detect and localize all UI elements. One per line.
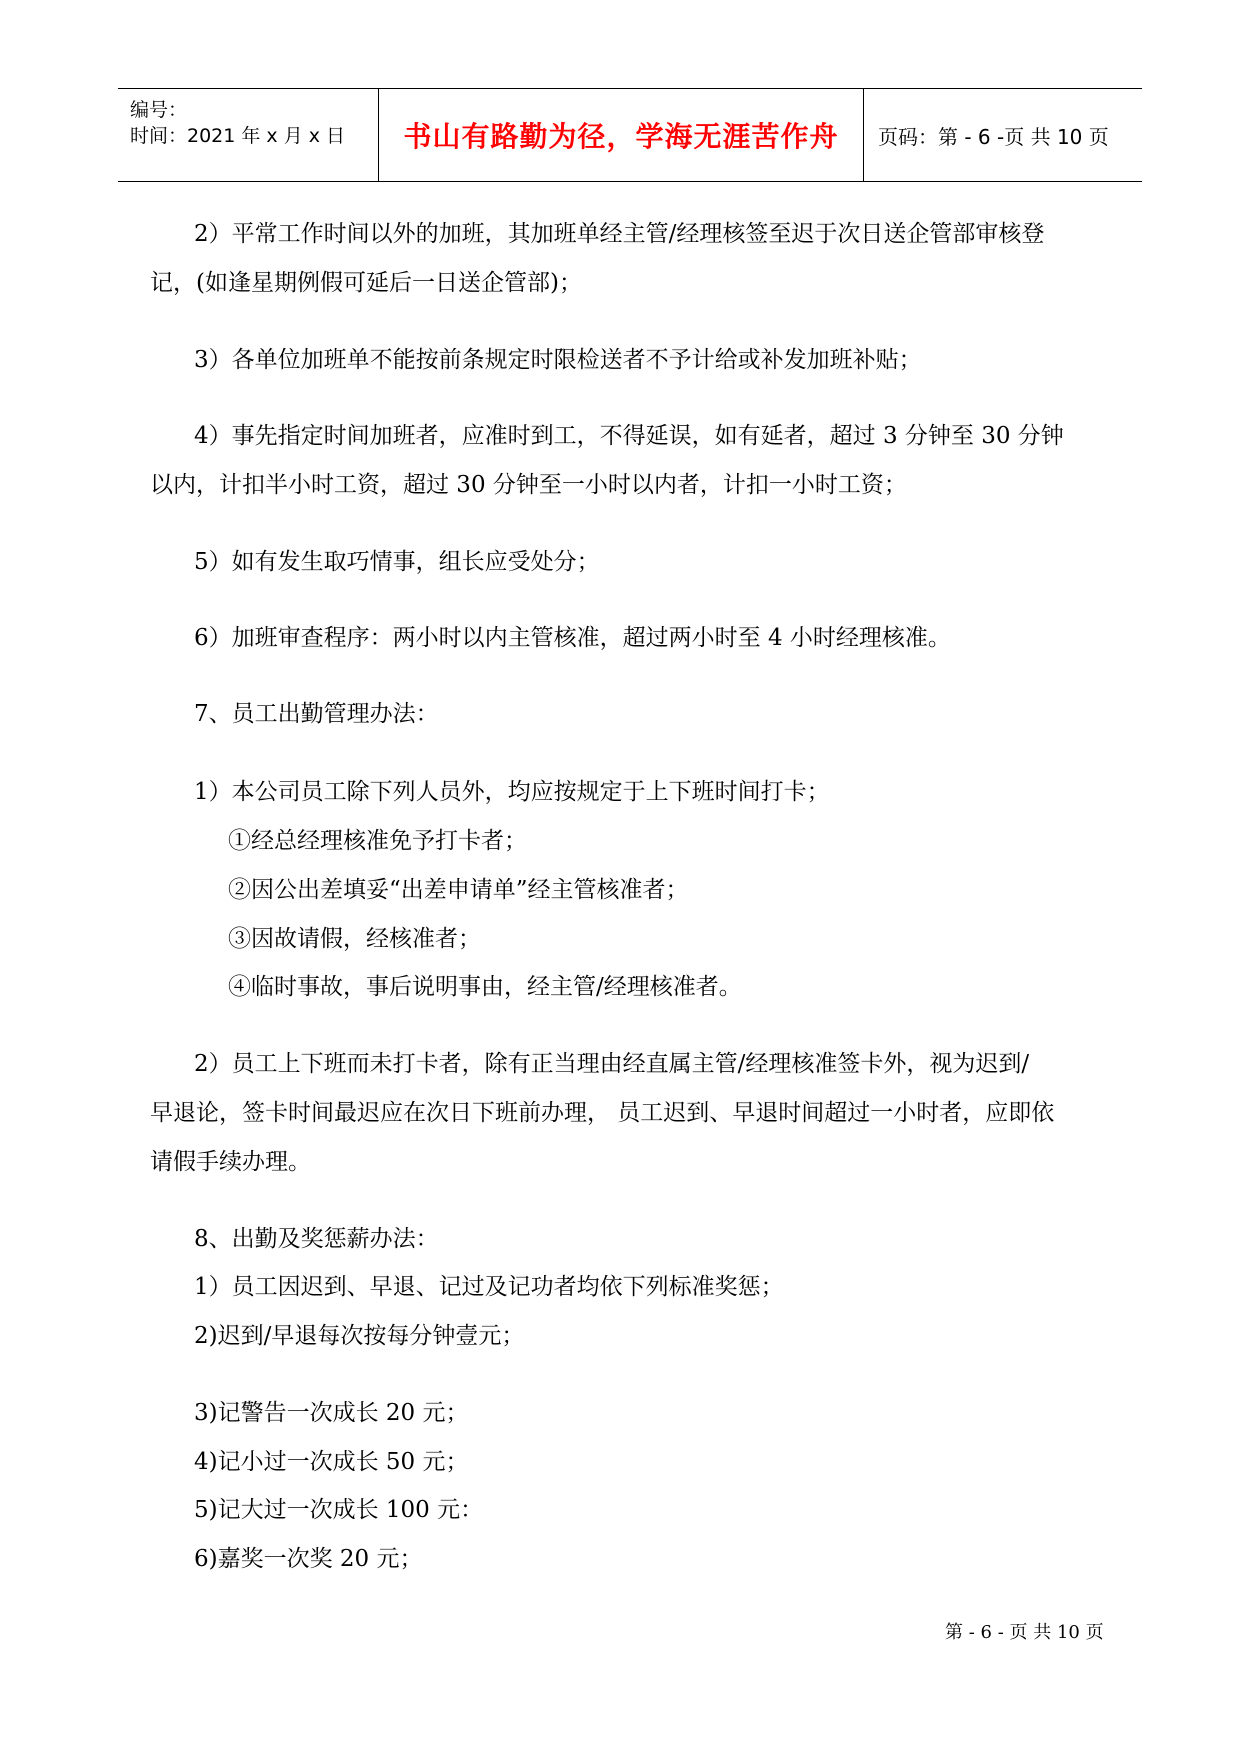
list-item: 2)迟到/早退每次按每分钟壹元； (194, 1323, 525, 1349)
body-line: 2）员工上下班而未打卡者，除有正当理由经直属主管/经理核准签卡外，视为迟到/ (194, 1051, 1030, 1077)
body-line: 记，(如逢星期例假可延后一日送企管部)； (150, 270, 582, 296)
document-number-label: 编号： (130, 99, 188, 121)
body-line: 早退论，签卡时间最迟应在次日下班前办理， 员工迟到、早退时间超过一小时者，应即依 (150, 1100, 1055, 1126)
list-item: 4)记小过一次成长 50 元； (194, 1449, 469, 1475)
list-item: 6)嘉奖一次奖 20 元； (194, 1546, 423, 1572)
document-time-label: 时间：2021 年 x 月 x 日 (130, 125, 346, 147)
header-meta (118, 89, 378, 181)
body-line: 1）本公司员工除下列人员外，均应按规定于上下班时间打卡； (194, 779, 830, 805)
header-page-number: 页码：第 - 6 -页 共 10 页 (878, 124, 1109, 149)
section-heading: 8、出勤及奖惩薪办法： (194, 1226, 439, 1252)
body-line: 6）加班审查程序：两小时以内主管核准，超过两小时至 4 小时经理核准。 (194, 625, 951, 651)
body-line: 3）各单位加班单不能按前条规定时限检送者不予计给或补发加班补贴； (194, 347, 922, 373)
list-item: ①经总经理核准免予打卡者； (228, 828, 527, 854)
body-line: 1）员工因迟到、早退、记过及记功者均依下列标准奖惩； (194, 1274, 784, 1300)
list-item: ④临时事故，事后说明事由，经主管/经理核准者。 (228, 974, 742, 1000)
page-footer: 第 - 6 - 页 共 10 页 (945, 1622, 1104, 1643)
body-line: 5）如有发生取巧情事，组长应受处分； (194, 549, 600, 575)
section-heading: 7、员工出勤管理办法： (194, 701, 439, 727)
list-item: ③因故请假，经核准者； (228, 926, 481, 952)
body-line: 以内，计扣半小时工资，超过 30 分钟至一小时以内者，计扣一小时工资； (150, 472, 907, 498)
list-item: 3)记警告一次成长 20 元； (194, 1400, 469, 1426)
header-page-cell (864, 89, 1142, 181)
list-item: ②因公出差填妥“出差申请单”经主管核准者； (228, 877, 689, 903)
header-motto: 书山有路勤为径，学海无涯苦作舟 (403, 120, 839, 153)
body-line: 2）平常工作时间以外的加班，其加班单经主管/经理核签至迟于次日送企管部审核登 (194, 221, 1045, 247)
page-header (118, 88, 1142, 182)
list-item: 5)记大过一次成长 100 元： (194, 1497, 484, 1523)
header-motto-cell (378, 89, 864, 181)
body-line: 请假手续办理。 (150, 1149, 311, 1175)
body-line: 4）事先指定时间加班者，应准时到工，不得延误，如有延者，超过 3 分钟至 30 分钟 (194, 423, 1064, 449)
